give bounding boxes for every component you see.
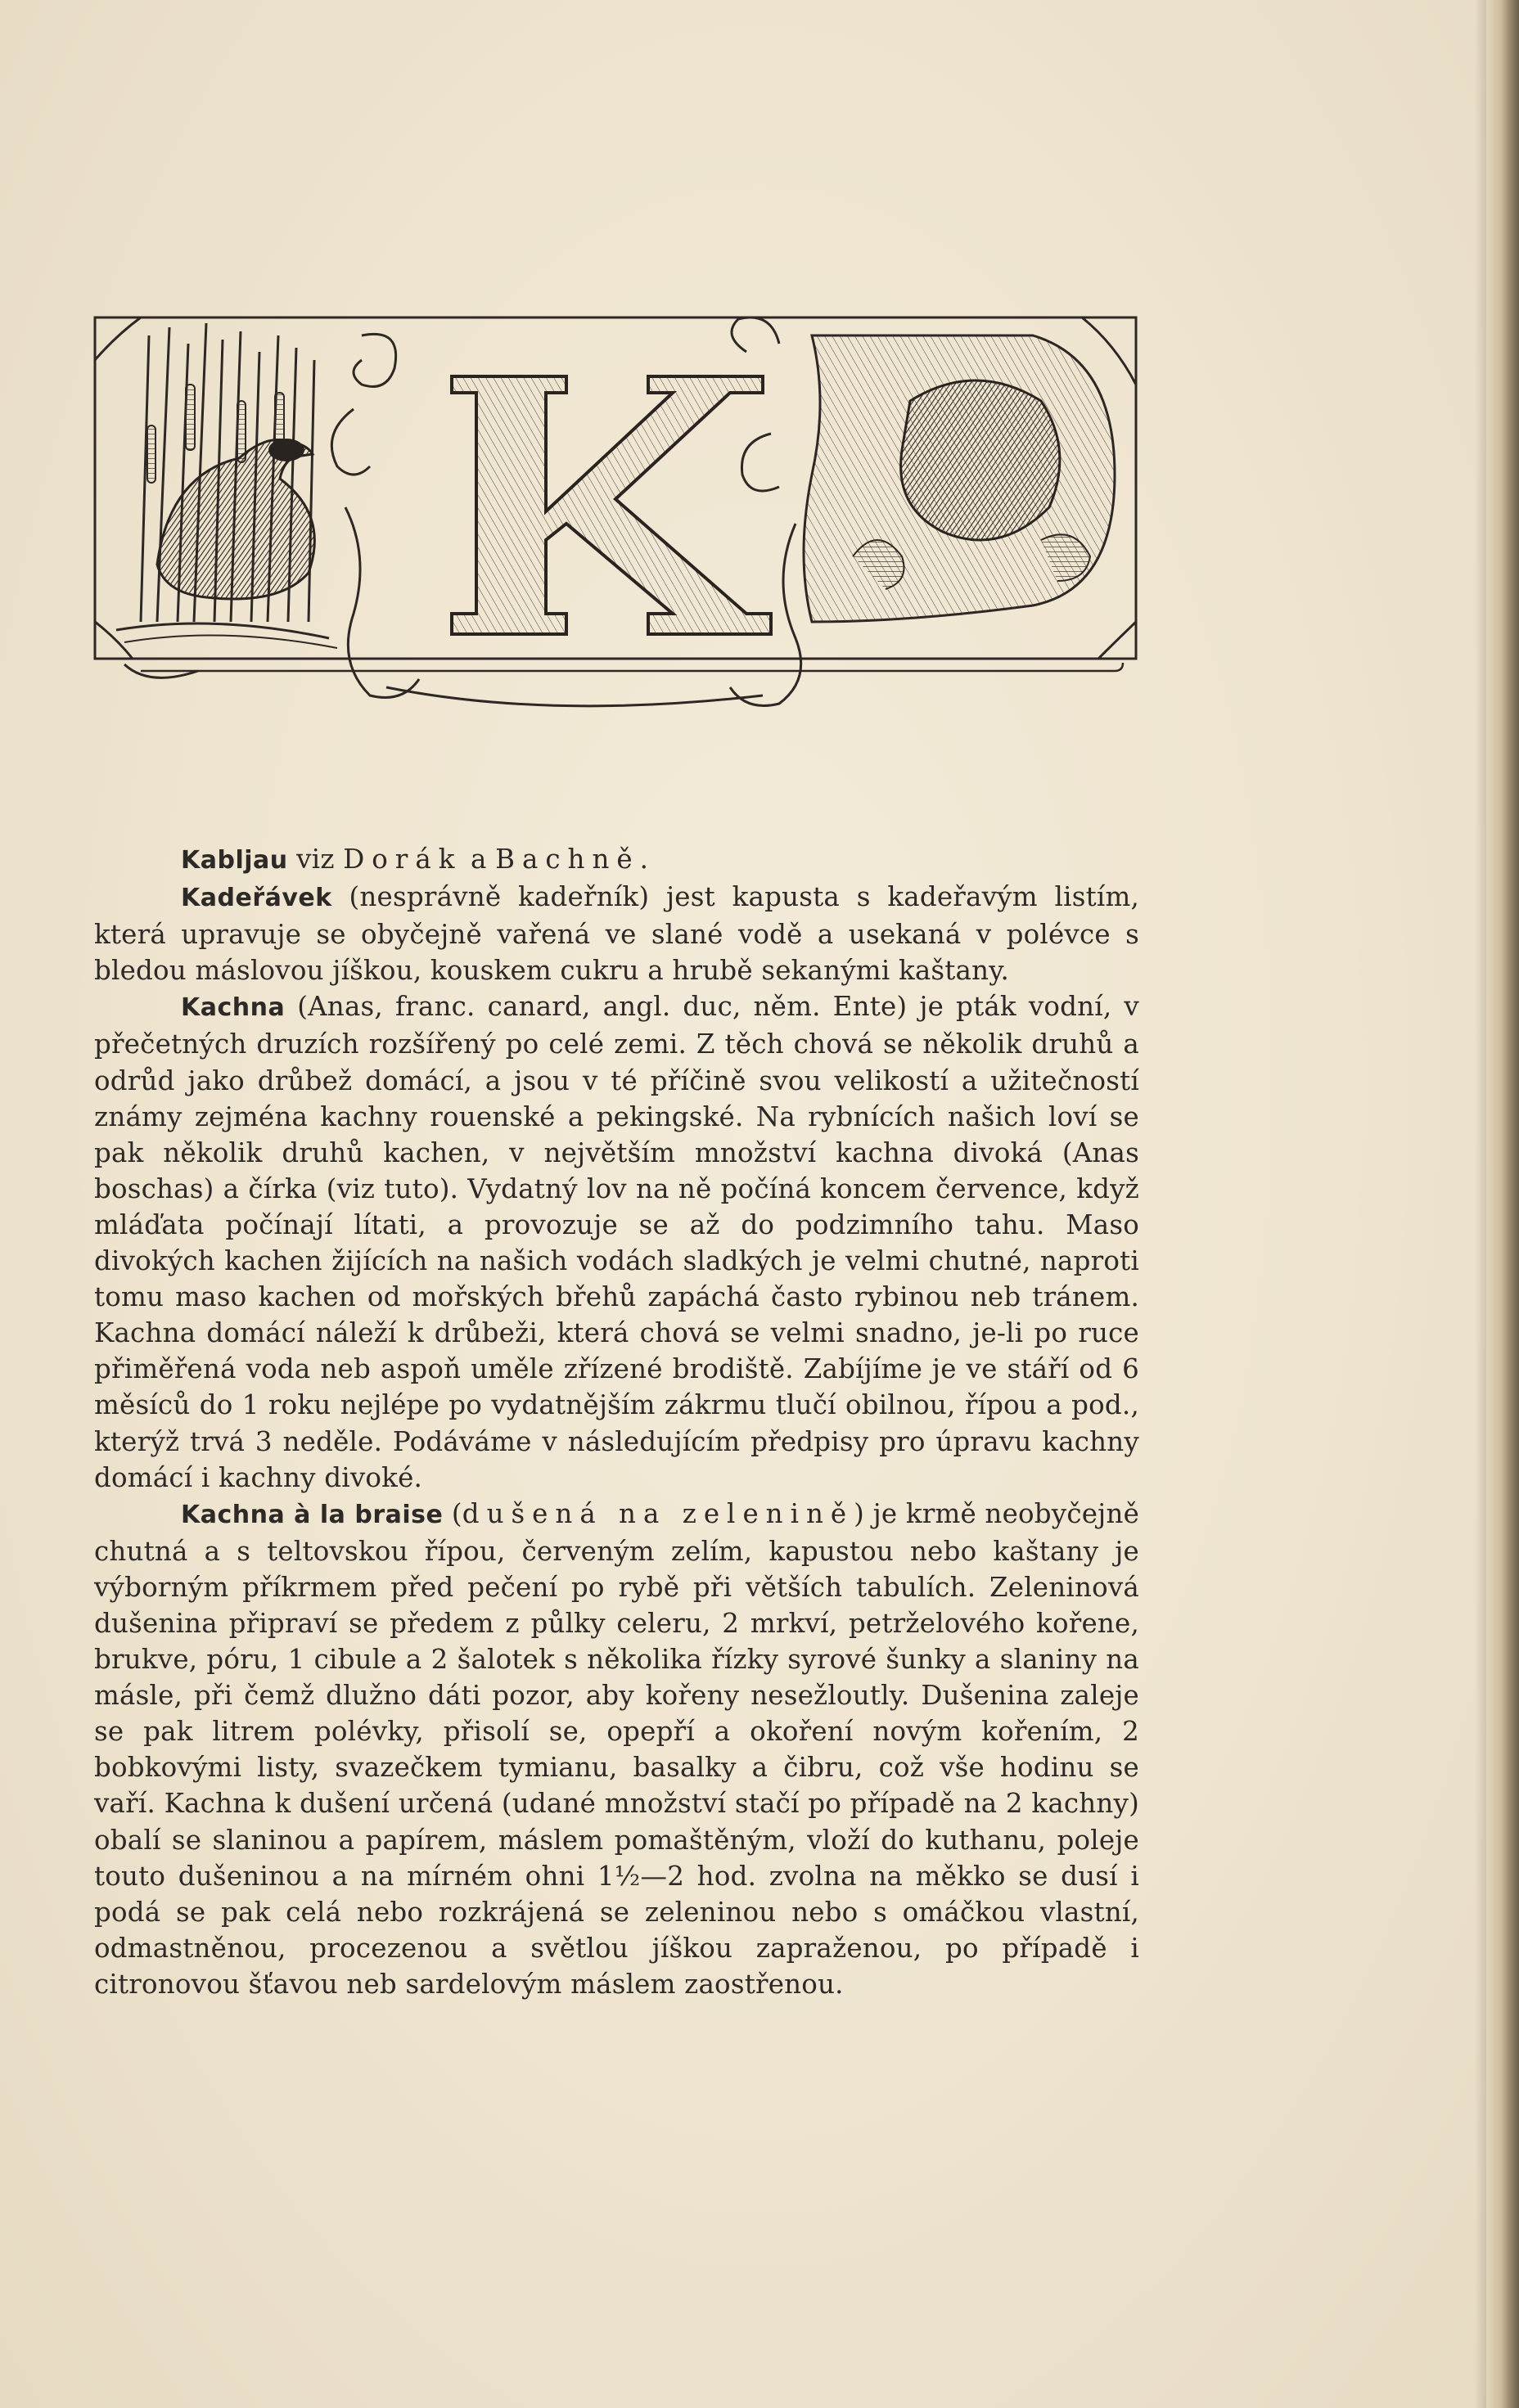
entry-term: Kachna <box>181 993 286 1023</box>
entry-kachna: Kachna (Anas, franc. canard, angl. duc, něm. Ente) je pták vodní, v přečetných druzích rozšířený po celé zemi. Z těch chová se několik druhů a odrůd jako drůbež domácí, a jsou v té příčině svou velikostí a užitečností známy zejména kachny rouenské a pekingské. Na rybnících našich loví se pak několik druhů kachen, v největším množství kachna divoká (Anas boschas) a čírka (viz tuto). Vydatný lov na ně počíná koncem července, když mláďata počínají lítati, a provozuje se až do podzimního tahu. Maso divokých kachen žijících na našich vodách sladkých je velmi chutné, naproti tomu maso kachen od mořských břehů zapáchá často rybinou neb tránem. Kachna domácí náleží k drůbeži, která chová se velmi snadno, je-li po ruce přiměřená voda neb aspoň uměle zřízené brodiště. Zabíjíme je ve stáří od 6 měsíců do 1 roku nejlépe po vydatnějším zákrmu tlučí obilnou, řípou a pod., kterýž trvá 3 neděle. Podáváme v následujícím předpisy pro úpravu kachny domácí i kachny divoké. <box>94 991 1139 1493</box>
headpiece-illustration <box>92 311 1139 720</box>
dictionary-text <box>94 841 1139 2002</box>
entry-term: Kadeřávek <box>181 884 332 913</box>
entry-term: Kabljau <box>181 846 288 875</box>
entry-term: Kachna à la braise <box>181 1500 444 1529</box>
duck-scene <box>116 323 337 648</box>
entry-kachna-a-la-braise: Kachna à la braise (dušená na zelenině) je krmě neobyčejně chutná a s teltovskou řípou, červeným zelím, kapustou nebo kaštany je výborným příkrmem před pečení po rybě při větších tabulích. Zeleninová dušenina připraví se předem z půlky celeru, 2 mrkví, petrželového kořene, brukve, póru, 1 cibule a 2 šalotek s několika řízky syrové šunky a slaniny na másle, při čemž dlužno dáti pozor, aby kořeny nesežloutly. Dušenina zaleje se pak litrem polévky, přisolí se, opepří a okoření novým kořením, 2 bobkovými listy, svazečkem tymianu, basalky a čibru, což vše hodinu se vaří. Kachna k dušení určená (udané množství stačí po případě na 2 kachny) obalí se slaninou a papírem, máslem pomaštěným, vloží do kuthanu, poleje touto dušeninou a na mírném ohni 1½—2 hod. zvolna na měkko se dusí i podá se pak celá nebo rozkrájená se zeleninou nebo s omáčkou vlastní, odmastněnou, procezenou a světlou jíškou zapraženou, po případě i citronovou šťavou neb sardelovým máslem zaostřenou. <box>94 1497 1140 2000</box>
boar-scene <box>804 335 1115 622</box>
entry-kaderavek: Kadeřávek (nesprávně kadeřník) jest kapusta s kadeřavým listím, která upravuje se obyčejně vařená ve slané vodě a usekaná v polévce s bledou máslovou jíškou, kouskem cukru a hrubě sekanými kaštany. <box>94 881 1139 987</box>
entry-kabljau: Kabljau viz Dorák a Bachně. <box>181 844 649 875</box>
initial-letter-k <box>452 376 771 634</box>
decorative-headpiece <box>92 311 1139 720</box>
page-edge-shadow <box>1475 0 1486 2408</box>
page-edge <box>1486 0 1519 2408</box>
